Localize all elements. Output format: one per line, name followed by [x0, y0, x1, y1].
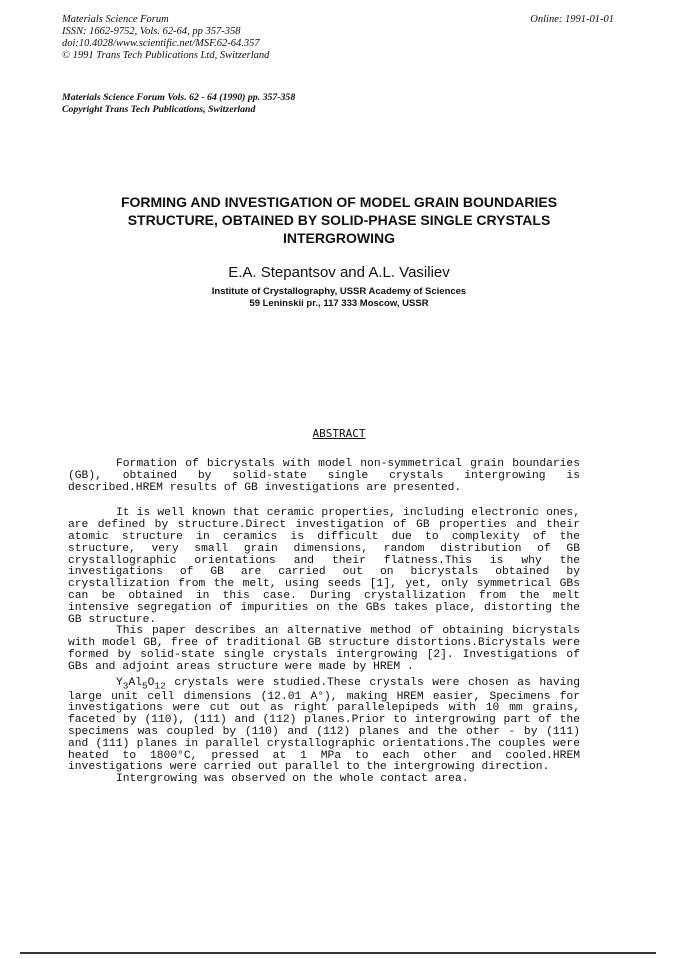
paragraph-crystals-text: crystals were studied.These crystals were chosen as having large unit cell dimensions (12.01 A°), making HREM easier, Specimens for investigations were cut out as right parallelepipeds with 10 mm grains, faceted by (110), (111) and (112) planes.Prior to intergrowing part of the specimens was coupled by (110) and (112) planes and the other - by (111) and (111) planes in parallel crystallographic orientations.The couples were heated to 1800°C, pressed at 1 MPa to each other and cooled.HREM investigations were carried out parallel to the intergrowing direction.	[68, 676, 581, 774]
citation-volume: Materials Science Forum Vols. 62 - 64 (1990) pp. 357-358	[62, 92, 296, 103]
paper-title	[60, 193, 618, 247]
paragraph-contact: Intergrowing was observed on the whole contact area.	[116, 773, 469, 786]
paragraph-abstract: Formation of bicrystals with model non-symmetrical grain boundaries (GB), obtained by solid-state single crystals intergrowing is described.HREM results of GB investigations are presented.	[68, 458, 580, 494]
title-line-3: INTERGROWING	[283, 230, 395, 246]
publication-header	[62, 14, 269, 62]
paragraph-intro: It is well known that ceramic properties, including electronic ones, are defined by structure.Direct investigation of GB properties and their atomic structure in ceramics is difficult due to complexity of the structure, very small grain dimensions, random distribution of GB crystallographic orientations and their flatness.This is why the investigations of GB are carried out on bicrystals obtained by crystallization from the melt, using seeds [1], yet, only symmetrical GBs can be obtained in this case. During crystallization from the melt intensive segregation of impurities on the GBs takes place, distorting the GB structure.	[68, 507, 580, 626]
body-text	[68, 459, 580, 786]
affiliation-address: 59 Leninskii pr., 117 333 Moscow, USSR	[249, 298, 429, 309]
title-line-2: STRUCTURE, OBTAINED BY SOLID-PHASE SINGLE CRYSTALS	[127, 212, 551, 228]
affiliation	[60, 286, 618, 310]
doi-line[interactable]: doi:10.4028/www.scientific.net/MSF.62-64.357	[62, 38, 260, 49]
copyright-line: © 1991 Trans Tech Publications Ltd, Switzerland	[62, 50, 270, 61]
paragraph-method: This paper describes an alternative method of obtaining bicrystals with model GB, free of traditional GB structure distortions.Bicrystals were formed by solid-state single crystals intergrowing [2]. Investigations of GBs and adjoint areas structure were made by HREM .	[68, 625, 580, 673]
formula-yag: $Y_3Al_5O_{12}$	[116, 676, 166, 691]
citation-block	[62, 92, 295, 116]
issn-line: ISSN: 1662-9752, Vols. 62-64, pp 357-358	[62, 26, 241, 37]
title-line-1: FORMING AND INVESTIGATION OF MODEL GRAIN BOUNDARIES	[120, 194, 558, 210]
online-date: Online: 1991-01-01	[530, 14, 614, 25]
footer-rule	[20, 952, 656, 954]
abstract-heading	[60, 427, 618, 440]
affiliation-institute: Institute of Crystallography, USSR Academy of Sciences	[211, 286, 467, 297]
journal-name: Materials Science Forum	[62, 14, 169, 25]
abstract-heading-text: ABSTRACT	[312, 427, 366, 440]
paragraph-crystals	[68, 678, 580, 775]
authors: E.A. Stepantsov and A.L. Vasiliev	[228, 264, 450, 281]
citation-copyright: Copyright Trans Tech Publications, Switzerland	[62, 104, 256, 115]
